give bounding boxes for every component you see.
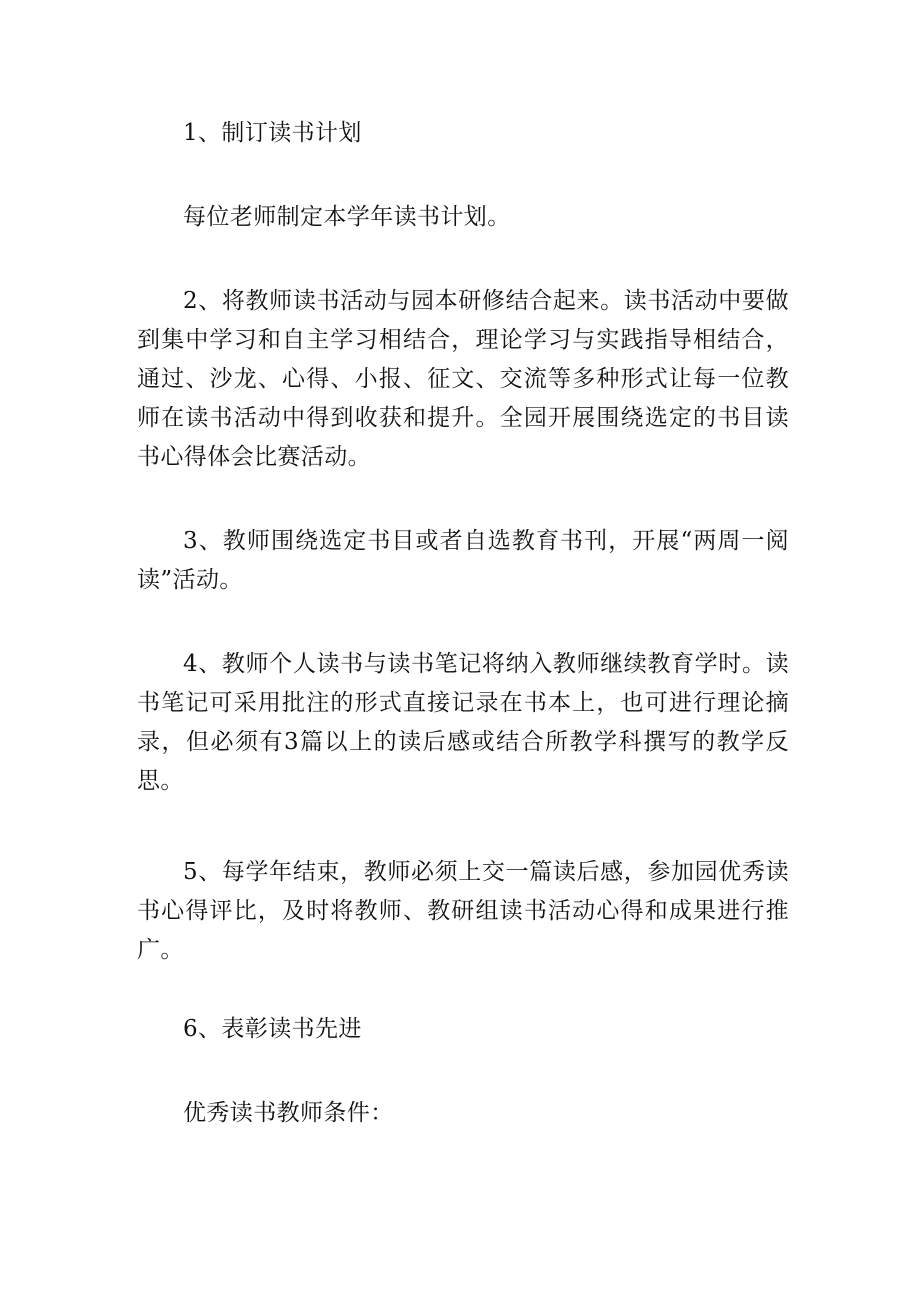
paragraph-4-notes: 4、教师个人读书与读书笔记将纳入教师继续教育学时。读书笔记可采用批注的形式直接记录在书本上，也可进行理论摘录，但必须有3篇以上的读后感或结合所教学科撰写的教学反思。 [137,651,789,794]
paragraph-teacher-criteria: 优秀读书教师条件： [183,1100,394,1126]
paragraph-6-heading: 6、表彰读书先进 [183,1016,362,1042]
paragraph-2-research: 2、将教师读书活动与园本研修结合起来。读书活动中要做到集中学习和自主学习相结合，理论学习与实践指导相结合，通过、沙龙、心得、小报、征文、交流等多种形式让每一位教师在读书活动中得到收获和提升。全园开展围绕选定的书目读书心得体会比赛活动。 [137,288,789,470]
document-body [137,114,789,1133]
paragraph-3-biweekly: 3、教师围绕选定书目或者自选教育书刊，开展“两周一阅读”活动。 [137,528,789,593]
paragraph-5-summary: 5、每学年结束，教师必须上交一篇读后感，参加园优秀读书心得评比，及时将教师、教研组读书活动心得和成果进行推广。 [137,859,789,963]
paragraph-reading-plan: 每位老师制定本学年读书计划。 [183,204,511,230]
paragraph-1-heading: 1、制订读书计划 [183,120,362,146]
